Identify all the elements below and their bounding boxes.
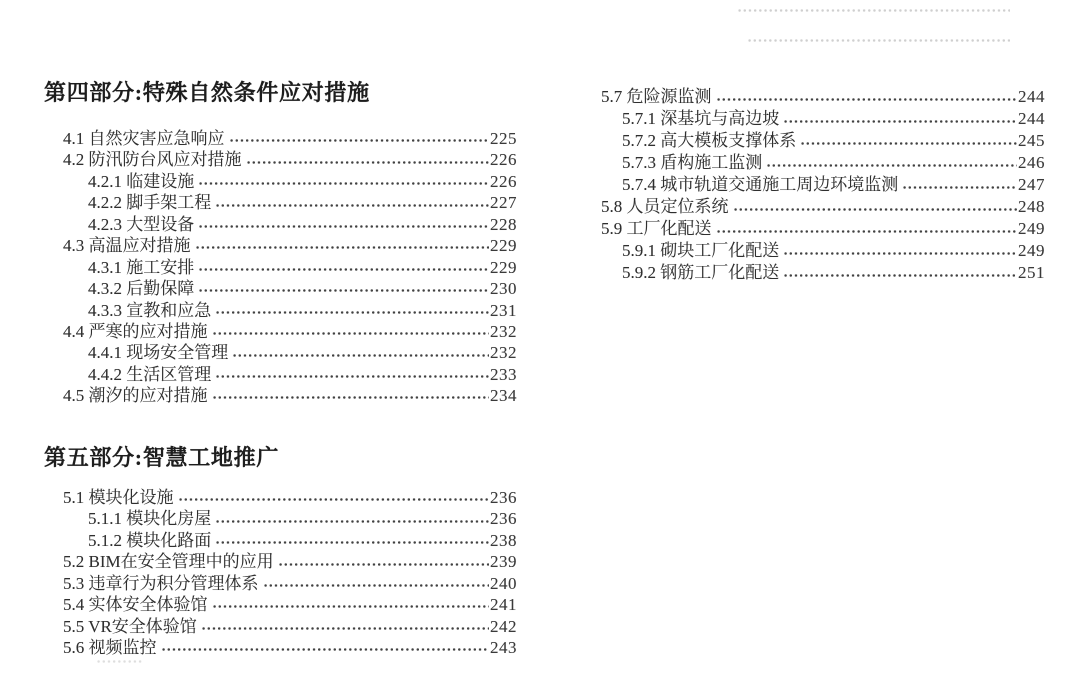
dot-leader xyxy=(161,647,490,652)
toc-entry xyxy=(601,240,1045,262)
toc-entry-page: 229 xyxy=(490,236,517,256)
toc-entry-label: 4.1 自然灾害应急响应 xyxy=(63,129,225,148)
toc-entry xyxy=(63,171,517,192)
toc-entry-page: 244 xyxy=(1018,87,1045,106)
toc-entry xyxy=(601,196,1045,218)
dot-leader xyxy=(263,583,490,588)
toc-entry xyxy=(601,262,1045,284)
toc-entry-page: 243 xyxy=(490,638,517,658)
toc-entry xyxy=(63,616,517,637)
toc-entry-label: 4.3.3 宣教和应急 xyxy=(88,300,212,320)
toc-entry-page: 248 xyxy=(1018,197,1045,216)
toc-entry-page: 236 xyxy=(490,488,517,507)
dot-leader xyxy=(783,273,1017,278)
toc-entry-page: 238 xyxy=(490,530,517,550)
dot-leader xyxy=(198,288,489,293)
dot-leader xyxy=(212,395,490,400)
toc-entry-page: 229 xyxy=(490,257,517,277)
toc-entry-label: 5.4 实体安全体验馆 xyxy=(63,595,208,615)
toc-entry-label: 5.9.2 钢筋工厂化配送 xyxy=(622,263,780,282)
toc-entry xyxy=(63,149,517,170)
toc-entry-page: 234 xyxy=(490,386,517,406)
toc-entry-page: 232 xyxy=(490,321,517,341)
toc-entry xyxy=(63,364,517,385)
toc-entry-page: 228 xyxy=(490,214,517,234)
toc-entry-page: 236 xyxy=(490,509,517,529)
toc-entry-label: 4.4.2 生活区管理 xyxy=(88,364,212,384)
toc-entry-label: 4.5 潮汐的应对措施 xyxy=(63,386,208,406)
toc-entry-label: 4.3.2 后勤保障 xyxy=(88,279,195,299)
toc-entry-page: 226 xyxy=(490,150,517,170)
toc-entry-label: 5.1.1 模块化房屋 xyxy=(88,509,212,529)
dot-leader xyxy=(278,562,489,567)
dot-leader xyxy=(215,203,489,208)
dot-leader xyxy=(178,497,490,502)
toc-entry-page: 226 xyxy=(490,171,517,191)
toc-list-part4 xyxy=(63,128,517,407)
toc-entry-page: 242 xyxy=(490,616,517,636)
toc-entry-label: 5.7.2 高大模板支撑体系 xyxy=(622,131,797,150)
toc-entry-page: 247 xyxy=(1018,175,1045,194)
dot-leader xyxy=(198,267,489,272)
dot-leader xyxy=(195,245,490,250)
toc-entry-page: 245 xyxy=(1018,131,1045,150)
toc-entry xyxy=(601,130,1045,152)
toc-entry xyxy=(63,278,517,299)
dot-leader xyxy=(212,604,490,609)
toc-entry xyxy=(601,108,1045,130)
toc-entry-label: 4.2 防汛防台风应对措施 xyxy=(63,150,242,170)
toc-entry-label: 4.4.1 现场安全管理 xyxy=(88,343,229,363)
toc-entry xyxy=(63,594,517,615)
toc-entry xyxy=(63,530,517,551)
toc-entry-label: 4.2.3 大型设备 xyxy=(88,214,195,234)
toc-entry xyxy=(601,218,1045,240)
dot-leader xyxy=(783,251,1017,256)
toc-entry xyxy=(63,300,517,321)
toc-entry-page: 249 xyxy=(1018,241,1045,260)
toc-entry-label: 5.7 危险源监测 xyxy=(601,87,712,106)
toc-entry-page: 225 xyxy=(490,129,517,148)
dot-leader xyxy=(800,141,1017,146)
toc-entry xyxy=(63,573,517,594)
dot-leader xyxy=(215,540,489,545)
toc-entry-label: 4.2.2 脚手架工程 xyxy=(88,193,212,213)
toc-entry-label: 5.7.1 深基坑与高边坡 xyxy=(622,109,780,128)
toc-entry xyxy=(63,235,517,256)
section-heading-part5: 第五部分:智慧工地推广 xyxy=(44,445,280,470)
toc-entry-label: 5.9 工厂化配送 xyxy=(601,219,712,238)
toc-entry xyxy=(63,321,517,342)
dot-leader xyxy=(215,374,489,379)
toc-entry-page: 239 xyxy=(490,552,517,572)
toc-entry xyxy=(601,86,1045,108)
toc-entry-page: 231 xyxy=(490,300,517,320)
dot-leader xyxy=(215,519,489,524)
toc-entry xyxy=(601,174,1045,196)
dot-leader xyxy=(733,207,1018,212)
toc-entry-label: 5.2 BIM在安全管理中的应用 xyxy=(63,552,274,572)
toc-entry-page: 233 xyxy=(490,364,517,384)
toc-entry-label: 5.7.3 盾构施工监测 xyxy=(622,153,763,172)
dot-leader xyxy=(198,224,489,229)
dot-leader xyxy=(783,119,1017,124)
toc-entry xyxy=(63,508,517,529)
toc-entry xyxy=(63,385,517,406)
dot-leader xyxy=(232,353,489,358)
dot-leader xyxy=(215,310,489,315)
toc-list-part5-right-column xyxy=(601,86,1045,284)
toc-entry-page: 249 xyxy=(1018,219,1045,238)
dot-leader xyxy=(902,185,1017,190)
toc-entry-label: 5.8 人员定位系统 xyxy=(601,197,729,216)
toc-entry-page: 232 xyxy=(490,343,517,363)
scan-artifact-smudge xyxy=(96,659,142,664)
toc-entry-label: 4.2.1 临建设施 xyxy=(88,171,195,191)
toc-entry-page: 230 xyxy=(490,279,517,299)
dot-leader xyxy=(716,229,1018,234)
scan-artifact-dots xyxy=(747,38,1010,43)
toc-entry-label: 5.1.2 模块化路面 xyxy=(88,530,212,550)
toc-entry-page: 241 xyxy=(490,595,517,615)
dot-leader xyxy=(246,160,490,165)
toc-entry xyxy=(63,637,517,658)
toc-entry-label: 5.5 VR安全体验馆 xyxy=(63,616,197,636)
toc-entry xyxy=(63,551,517,572)
toc-entry-label: 5.3 违章行为积分管理体系 xyxy=(63,573,259,593)
toc-entry-page: 227 xyxy=(490,193,517,213)
toc-list-part5-left-column xyxy=(63,487,517,659)
dot-leader xyxy=(716,97,1018,102)
toc-entry xyxy=(63,257,517,278)
toc-entry-page: 240 xyxy=(490,573,517,593)
toc-entry-label: 4.3.1 施工安排 xyxy=(88,257,195,277)
toc-entry xyxy=(63,192,517,213)
dot-leader xyxy=(229,138,490,143)
toc-entry-page: 251 xyxy=(1018,263,1045,282)
scan-artifact-dots xyxy=(737,8,1010,13)
toc-entry xyxy=(63,128,517,149)
dot-leader xyxy=(212,331,490,336)
dot-leader xyxy=(198,181,489,186)
toc-entry-label: 4.3 高温应对措施 xyxy=(63,236,191,256)
toc-entry xyxy=(63,487,517,508)
toc-entry-label: 5.7.4 城市轨道交通施工周边环境监测 xyxy=(622,175,899,194)
toc-entry-page: 244 xyxy=(1018,109,1045,128)
toc-entry-label: 5.9.1 砌块工厂化配送 xyxy=(622,241,780,260)
toc-entry-label: 4.4 严寒的应对措施 xyxy=(63,321,208,341)
toc-entry-label: 5.6 视频监控 xyxy=(63,638,157,658)
toc-entry xyxy=(601,152,1045,174)
toc-entry-label: 5.1 模块化设施 xyxy=(63,488,174,507)
dot-leader xyxy=(766,163,1017,168)
toc-entry xyxy=(63,214,517,235)
toc-entry-page: 246 xyxy=(1018,153,1045,172)
dot-leader xyxy=(201,626,489,631)
toc-entry xyxy=(63,342,517,363)
section-heading-part4: 第四部分:特殊自然条件应对措施 xyxy=(44,80,370,105)
